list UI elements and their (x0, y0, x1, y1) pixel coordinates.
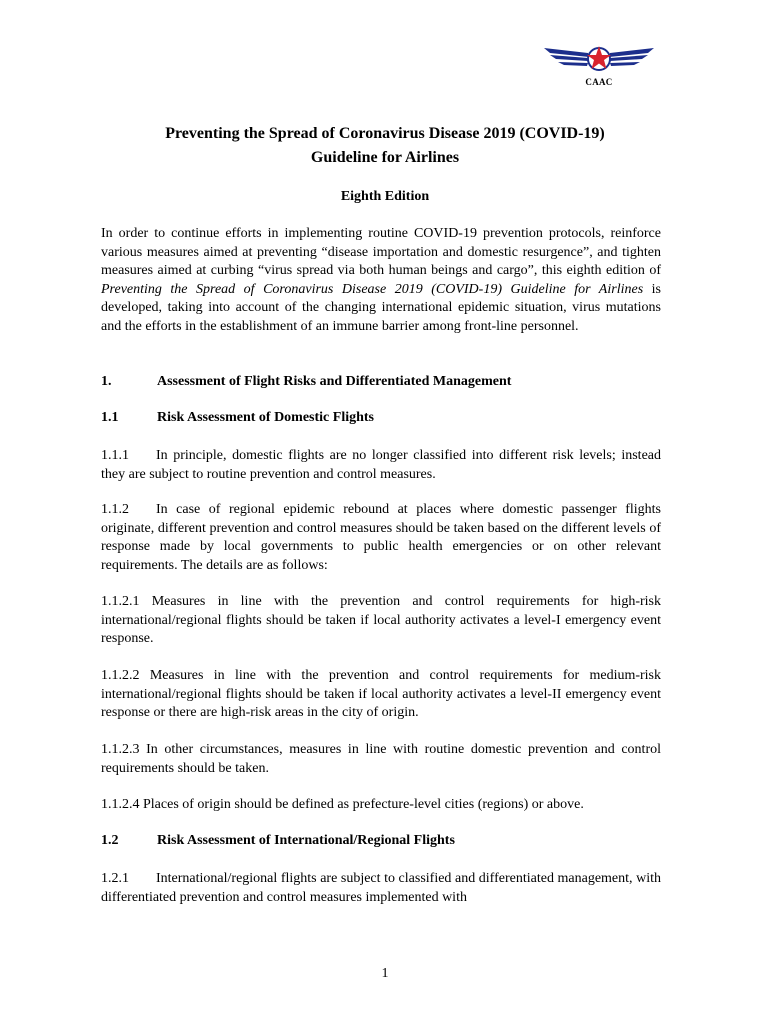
paragraph-text: In other circumstances, measures in line with routine domestic prevention and control requirements should be taken. (101, 742, 661, 776)
paragraph-number: 1.2.1 (101, 871, 129, 886)
section-number: 1.1 (101, 410, 119, 425)
caac-wings-icon (542, 40, 656, 76)
section-1-heading (101, 374, 661, 390)
paragraph-number: 1.1.2.4 (101, 797, 140, 812)
section-number: 1. (101, 374, 112, 389)
intro-italic-title: Preventing the Spread of Coronavirus Disease 2019 (COVID-19) Guideline for Airlines (101, 281, 644, 297)
paragraph-1-1-1 (101, 447, 661, 484)
section-title: Risk Assessment of International/Regional Flights (157, 833, 455, 848)
edition-label: Eighth Edition (340, 189, 430, 204)
paragraph-1-1-2-4 (101, 796, 661, 815)
intro-text-part2: is developed, taking into account of the changing international epidemic situation, virus mutations and the efforts in the establishment of an immune barrier among front-line personnel. (101, 281, 661, 334)
intro-text-part1: In order to continue efforts in implementing routine COVID-19 prevention protocols, reinforce various measures aimed at preventing “disease importation and domestic resurgence”, and tighten measures aimed at curbing “virus spread via both human beings and cargo”, this eighth edition of (101, 226, 661, 278)
paragraph-number: 1.1.1 (101, 448, 129, 463)
page-number: 1 (381, 966, 389, 981)
paragraph-text: In principle, domestic flights are no longer classified into different risk levels; instead they are subject to routine prevention and control measures. (101, 448, 661, 482)
paragraph-text: In case of regional epidemic rebound at places where domestic passenger flights originate, different prevention and control measures should be taken based on the different levels of response made by local governments to public health emergencies or on other relevant requirements. The details are as follows: (101, 502, 661, 573)
paragraph-1-1-2-1 (101, 593, 661, 649)
paragraph-1-1-2 (101, 501, 661, 575)
paragraph-text: International/regional flights are subject to classified and differentiated management, with differentiated prevention and control measures implemented with (101, 871, 661, 905)
paragraph-1-1-2-2 (101, 667, 661, 723)
logo-text: CAAC (585, 77, 613, 87)
paragraph-text: Places of origin should be defined as prefecture-level cities (regions) or above. (143, 797, 584, 812)
paragraph-number: 1.1.2.1 (101, 594, 140, 609)
document-title-line2: Guideline for Airlines (310, 149, 460, 166)
paragraph-text: Measures in line with the prevention and control requirements for medium-risk international/regional flights should be taken if local authority activates a level-II emergency event response or there are high-risk areas in the city of origin. (101, 668, 662, 720)
intro-paragraph (101, 225, 661, 336)
section-title: Assessment of Flight Risks and Differentiated Management (157, 374, 512, 389)
paragraph-number: 1.1.2 (101, 502, 129, 517)
section-number: 1.2 (101, 833, 119, 848)
paragraph-1-2-1 (101, 870, 661, 907)
document-title-line1: Preventing the Spread of Coronavirus Disease 2019 (COVID-19) (165, 125, 605, 142)
paragraph-number: 1.1.2.2 (101, 668, 140, 683)
caac-logo (542, 40, 656, 90)
section-1-2-heading (101, 833, 661, 849)
paragraph-number: 1.1.2.3 (101, 742, 140, 757)
paragraph-1-1-2-3 (101, 741, 661, 778)
paragraph-text: Measures in line with the prevention and control requirements for high-risk international/regional flights should be taken if local authority activates a level-I emergency event response. (101, 594, 662, 646)
section-1-1-heading (101, 410, 661, 426)
section-title: Risk Assessment of Domestic Flights (157, 410, 374, 425)
